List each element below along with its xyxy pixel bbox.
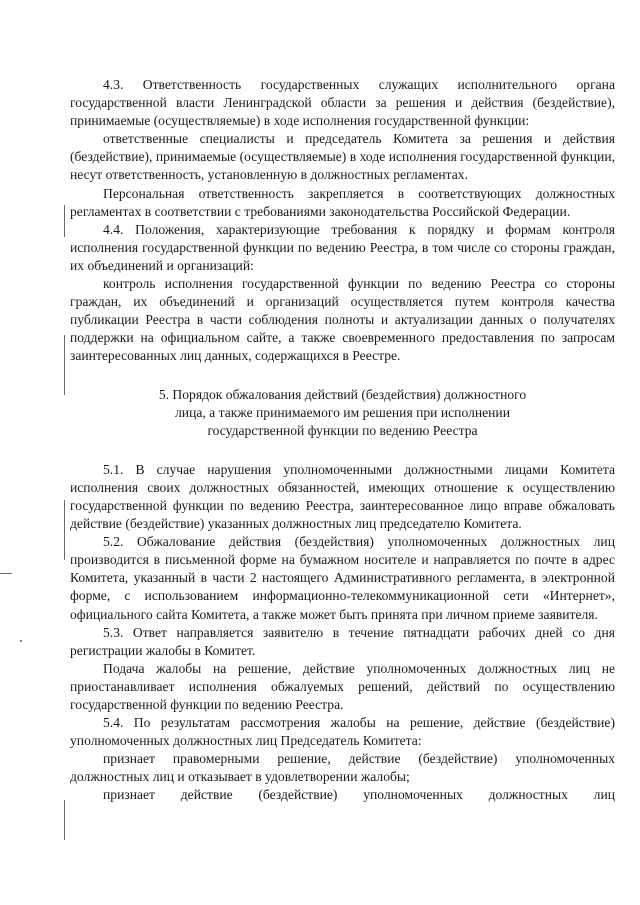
section-5-heading bbox=[70, 386, 615, 440]
scan-margin-mark bbox=[64, 205, 65, 237]
paragraph-5-1: 5.1. В случае нарушения уполномоченными должностными лицами Комитета исполнения своих должностных обязанностей, имеющих отношение к осуществлению государственной функции по ведению Реестра, заинтересованное лицо вправе обжаловать действие (бездействие) указанных должностных лиц председателю Комитета. bbox=[70, 461, 615, 532]
scan-dot bbox=[20, 640, 22, 642]
scan-margin-mark bbox=[0, 573, 12, 574]
scan-margin-mark bbox=[64, 500, 65, 560]
scan-margin-mark bbox=[64, 335, 65, 395]
section-5-heading-line: лица, а также принимаемого им решения при исполнении bbox=[175, 404, 510, 420]
section-5-heading-line: государственной функции по ведению Реестра bbox=[207, 422, 478, 438]
paragraph-5-2: 5.2. Обжалование действия (бездействия) уполномоченных должностных лиц производится в письменной форме на бумажном носителе и направляется по почте в адрес Комитета, указанный в части 2 настоящего Административного регламента, в электронной форме, с использованием информационно-телекоммуникационной сети «Интернет», официального сайта Комитета, а также может быть принята при личном приеме заявителя. bbox=[70, 534, 615, 622]
paragraph-4-3: 4.3. Ответственность государственных служащих исполнительного органа государственной власти Ленинградской области за решения и действия (бездействие), принимаемые (осуществляемые) в ходе исполнения государственной функции: bbox=[70, 77, 615, 129]
document-body bbox=[70, 76, 615, 805]
paragraph-4-4-control: контроль исполнения государственной функции по ведению Реестра со стороны граждан, их объединений и организаций осуществляется путем контроля качества публикации Реестра в части соблюдения полноты и актуализации данных о получателях поддержки на официальном сайте, а также своевременного предоставления по запросам заинтересованных лиц данных, содержащихся в Реестре. bbox=[70, 276, 615, 364]
paragraph-5-4: 5.4. По результатам рассмотрения жалобы на решение, действие (бездействие) уполномоченных должностных лиц Председатель Комитета: bbox=[70, 715, 615, 749]
paragraph-4-4: 4.4. Положения, характеризующие требования к порядку и формам контроля исполнения государственной функции по ведению Реестра, в том числе со стороны граждан, их объединений и организаций: bbox=[70, 221, 615, 273]
section-5-heading-line: 5. Порядок обжалования действий (бездействия) должностного bbox=[158, 386, 527, 402]
paragraph-complaint-submission: Подача жалобы на решение, действие уполномоченных должностных лиц не приостанавливает исполнения обжалуемых решений, действий по осуществлению государственной функции по ведению Реестра. bbox=[70, 660, 615, 712]
paragraph-4-3-responsible: ответственные специалисты и председатель Комитета за решения и действия (бездействие), принимаемые (осуществляемые) в ходе исполнения государственной функции, несут ответственность, установленную в должностных регламентах. bbox=[70, 131, 615, 183]
paragraph-5-4-unlawful: признает действие (бездействие) уполномоченных должностных лиц bbox=[103, 787, 615, 803]
paragraph-5-3: 5.3. Ответ направляется заявителю в течение пятнадцати рабочих дней со дня регистрации жалобы в Комитет. bbox=[70, 624, 615, 658]
scan-margin-mark bbox=[64, 800, 65, 840]
paragraph-personal-responsibility: Персональная ответственность закрепляется в соответствующих должностных регламентах в соответствии с требованиями законодательства Российской Федерации. bbox=[70, 185, 615, 219]
paragraph-5-4-lawful: признает правомерными решение, действие (бездействие) уполномоченных должностных лиц и отказывает в удовлетворении жалобы; bbox=[70, 751, 615, 785]
